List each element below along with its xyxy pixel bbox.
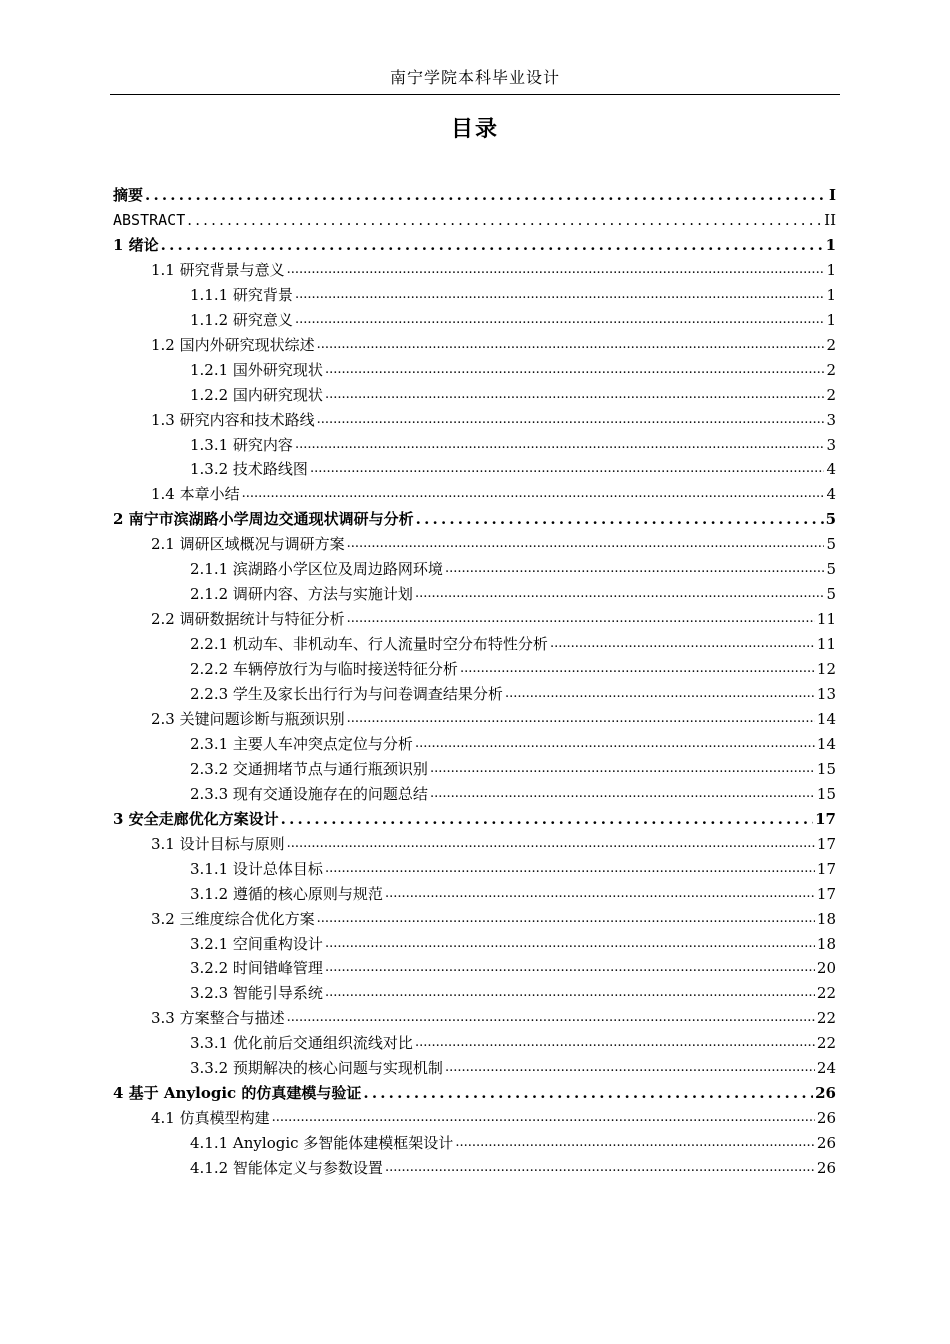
- toc-entry[interactable]: [151, 409, 836, 431]
- toc-dot-leader: [325, 384, 825, 406]
- toc-entry[interactable]: [190, 1032, 836, 1054]
- toc-entry-label: 3.2.1 空间重构设计: [190, 934, 323, 953]
- toc-entry-page: 26: [816, 1134, 836, 1153]
- toc-entry[interactable]: [151, 533, 836, 555]
- toc-entry-page: 2: [826, 385, 836, 404]
- toc-title: 目录: [450, 117, 499, 142]
- toc-dot-leader: [187, 209, 822, 231]
- toc-entry-label: 3.3.2 预期解决的核心问题与实现机制: [190, 1059, 443, 1078]
- toc-dot-leader: [347, 708, 815, 730]
- toc-dot-leader: [385, 1157, 815, 1179]
- toc-entry-label: 2.3.2 交通拥堵节点与通行瓶颈识别: [190, 759, 428, 778]
- toc-dot-leader: [287, 833, 815, 855]
- toc-dot-leader: [272, 1107, 815, 1129]
- toc-dot-leader: [287, 1007, 815, 1029]
- toc-entry[interactable]: [190, 633, 836, 655]
- toc-entry-page: 3: [826, 410, 836, 429]
- toc-entry-page: 14: [816, 734, 836, 753]
- toc-dot-leader: [325, 933, 815, 955]
- toc-dot-leader: [505, 683, 815, 705]
- toc-entry-page: 15: [816, 784, 836, 803]
- toc-entry[interactable]: [190, 583, 836, 605]
- toc-entry[interactable]: [151, 334, 836, 356]
- toc-entry-page: 1: [825, 235, 836, 254]
- toc-dot-leader: [325, 982, 815, 1004]
- toc-dot-leader: [145, 184, 827, 206]
- toc-dot-leader: [416, 508, 824, 530]
- toc-entry-label: 1.1.1 研究背景: [190, 285, 293, 304]
- toc-dot-leader: [415, 733, 815, 755]
- toc-entry-label: 2.3.1 主要人车冲突点定位与分析: [190, 734, 413, 753]
- toc-dot-leader: [325, 957, 815, 979]
- toc-entry-label: 3.2 三维度综合优化方案: [151, 909, 315, 928]
- toc-entry-label: 3.2.3 智能引导系统: [190, 984, 323, 1003]
- toc-entry-label: 2.2 调研数据统计与特征分析: [151, 610, 345, 629]
- toc-entry-page: 22: [816, 1009, 836, 1028]
- toc-entry-page: 17: [816, 834, 836, 853]
- toc-entry[interactable]: [190, 558, 836, 580]
- toc-entry-label: 3.2.2 时间错峰管理: [190, 959, 323, 978]
- toc-entry-page: 15: [816, 759, 836, 778]
- toc-entry[interactable]: [151, 608, 836, 630]
- toc-entry-page: 18: [816, 909, 836, 928]
- toc-entry-label: 1.2.1 国外研究现状: [190, 360, 323, 379]
- toc-entry-page: 5: [825, 510, 836, 529]
- toc-entry-page: 26: [815, 1084, 836, 1103]
- toc-entry[interactable]: [151, 833, 836, 855]
- toc-dot-leader: [161, 234, 824, 256]
- toc-entry[interactable]: [190, 733, 836, 755]
- toc-entry[interactable]: [151, 1007, 836, 1029]
- toc-entry-page: 22: [816, 984, 836, 1003]
- toc-entry-page: 13: [816, 685, 836, 703]
- toc-entry[interactable]: [113, 808, 836, 830]
- toc-entry-label: 1.3.2 技术路线图: [190, 460, 308, 479]
- toc-entry[interactable]: [190, 658, 836, 680]
- toc-entry-label: 2.1.1 滨湖路小学区位及周边路网环境: [190, 560, 443, 579]
- toc-dot-leader: [317, 334, 825, 356]
- toc-entry-page: 26: [816, 1109, 836, 1128]
- toc-entry-page: 2: [826, 335, 836, 354]
- toc-entry[interactable]: [190, 1132, 836, 1154]
- toc-dot-leader: [310, 458, 825, 480]
- toc-entry-page: 24: [816, 1059, 836, 1078]
- toc-entry-label: ABSTRACT: [113, 210, 186, 229]
- toc-dot-leader: [455, 1132, 815, 1154]
- toc-dot-leader: [325, 359, 825, 381]
- toc-entry[interactable]: [113, 1082, 836, 1104]
- toc-entry[interactable]: [190, 683, 836, 705]
- toc-entry-label: 2.2.2 车辆停放行为与临时接送特征分析: [190, 660, 458, 679]
- toc-entry[interactable]: [113, 234, 836, 256]
- toc-entry-page: 12: [816, 660, 836, 679]
- toc-dot-leader: [295, 309, 825, 331]
- toc-entry-label: 3 安全走廊优化方案设计: [113, 809, 279, 828]
- toc-dot-leader: [295, 284, 825, 306]
- toc-entry-label: 1.3.1 研究内容: [190, 435, 293, 454]
- toc-entry-page: 1: [826, 310, 836, 329]
- toc-entry-label: 4.1.1 Anylogic 多智能体建模框架设计: [190, 1134, 454, 1153]
- toc-entry-page: 11: [816, 610, 836, 629]
- toc-entry-label: 摘要: [113, 186, 144, 204]
- toc-entry[interactable]: [113, 209, 836, 231]
- toc-dot-leader: [347, 608, 815, 630]
- toc-entry[interactable]: [151, 1107, 836, 1129]
- toc-entry-page: 5: [826, 585, 836, 604]
- toc-entry[interactable]: [190, 883, 836, 905]
- toc-entry-label: 3.3.1 优化前后交通组织流线对比: [190, 1034, 413, 1053]
- toc-entry[interactable]: [190, 458, 836, 480]
- toc-entry-label: 3.3 方案整合与描述: [151, 1009, 285, 1028]
- toc-dot-leader: [347, 533, 825, 555]
- toc-entry-page: 20: [816, 959, 836, 978]
- toc-entry-page: 2: [826, 360, 836, 379]
- toc-entry-label: 1.4 本章小结: [151, 485, 240, 504]
- toc-entry[interactable]: [190, 933, 836, 955]
- toc-dot-leader: [287, 259, 825, 281]
- toc-entry[interactable]: [190, 359, 836, 381]
- toc-entry-page: 5: [826, 560, 836, 579]
- toc-entry-page: 1: [826, 285, 836, 304]
- toc-entry-label: 1 绪论: [113, 235, 159, 254]
- toc-dot-leader: [445, 558, 825, 580]
- toc-entry[interactable]: [190, 1057, 836, 1079]
- toc-entry-page: 22: [816, 1034, 836, 1053]
- toc-entry-page: 26: [816, 1159, 836, 1178]
- toc-entry-label: 4.1 仿真模型构建: [151, 1109, 270, 1128]
- toc-dot-leader: [445, 1057, 815, 1079]
- toc-dot-leader: [317, 908, 815, 930]
- toc-entry[interactable]: [190, 434, 836, 456]
- toc-dot-leader: [325, 858, 815, 880]
- toc-dot-leader: [317, 409, 825, 431]
- toc-dot-leader: [242, 483, 825, 505]
- toc-dot-leader: [385, 883, 815, 905]
- toc-entry[interactable]: [151, 708, 836, 730]
- toc-entry-page: 14: [816, 709, 836, 728]
- toc-entry-label: 2 南宁市滨湖路小学周边交通现状调研与分析: [113, 510, 414, 529]
- toc-dot-leader: [363, 1082, 813, 1104]
- toc-entry-page: 3: [826, 435, 836, 454]
- toc-entry-label: 1.2 国内外研究现状综述: [151, 335, 315, 354]
- toc-dot-leader: [430, 783, 815, 805]
- toc-entry-label: 2.1 调研区域概况与调研方案: [151, 535, 345, 554]
- toc-dot-leader: [550, 633, 815, 655]
- toc-entry-label: 4.1.2 智能体定义与参数设置: [190, 1159, 383, 1178]
- toc-entry-page: 18: [816, 934, 836, 953]
- toc-entry[interactable]: [190, 284, 836, 306]
- toc-entry-page: 4: [826, 460, 836, 479]
- toc-entry-label: 1.3 研究内容和技术路线: [151, 410, 315, 429]
- running-header: 南宁学院本科毕业设计: [389, 68, 560, 87]
- toc-entry[interactable]: [190, 858, 836, 880]
- toc-entry-page: 1: [826, 260, 836, 279]
- toc-entry[interactable]: [151, 483, 836, 505]
- toc-entry-label: 2.3 关键问题诊断与瓶颈识别: [151, 709, 345, 728]
- toc-entry-page: 17: [816, 859, 836, 878]
- toc-entry-label: 1.2.2 国内研究现状: [190, 385, 323, 404]
- toc-entry-page: 17: [816, 884, 836, 903]
- toc-dot-leader: [281, 808, 813, 830]
- toc-dot-leader: [295, 434, 825, 456]
- toc-entry-page: II: [824, 210, 836, 229]
- toc-entry-label: 3.1.2 遵循的核心原则与规范: [190, 884, 383, 903]
- toc-entry-label: 3.1.1 设计总体目标: [190, 859, 323, 878]
- toc-entry-page: I: [828, 186, 836, 204]
- toc-entry[interactable]: [190, 982, 836, 1004]
- toc-entry[interactable]: [190, 1157, 836, 1179]
- toc-entry[interactable]: [190, 309, 836, 331]
- toc-entry[interactable]: [113, 184, 836, 206]
- toc-entry[interactable]: [190, 783, 836, 805]
- toc-entry-label: 1.1 研究背景与意义: [151, 260, 285, 279]
- toc-entry-label: 3.1 设计目标与原则: [151, 834, 285, 853]
- toc-entry-page: 5: [826, 535, 836, 554]
- toc-entry[interactable]: [151, 908, 836, 930]
- toc-entry-page: 17: [815, 809, 836, 828]
- toc-entry[interactable]: [151, 259, 836, 281]
- toc-entry[interactable]: [113, 508, 836, 530]
- toc-entry[interactable]: [190, 384, 836, 406]
- toc-entry-page: 4: [826, 485, 836, 504]
- toc-entry-label: 2.1.2 调研内容、方法与实施计划: [190, 585, 413, 604]
- toc-dot-leader: [430, 758, 815, 780]
- toc-entry-label: 2.3.3 现有交通设施存在的问题总结: [190, 784, 428, 803]
- toc-entry[interactable]: [190, 758, 836, 780]
- toc-entry-label: 2.2.1 机动车、非机动车、行人流量时空分布特性分析: [190, 635, 548, 654]
- toc-dot-leader: [415, 1032, 815, 1054]
- toc-entry[interactable]: [190, 957, 836, 979]
- toc-entry-label: 4 基于 Anylogic 的仿真建模与验证: [113, 1084, 362, 1103]
- toc-entry-label: 1.1.2 研究意义: [190, 310, 293, 329]
- toc-entry-page: 11: [816, 635, 836, 654]
- toc-entry-label: 2.2.3 学生及家长出行行为与问卷调查结果分析: [190, 685, 503, 703]
- toc-dot-leader: [460, 658, 815, 680]
- toc-dot-leader: [415, 583, 825, 605]
